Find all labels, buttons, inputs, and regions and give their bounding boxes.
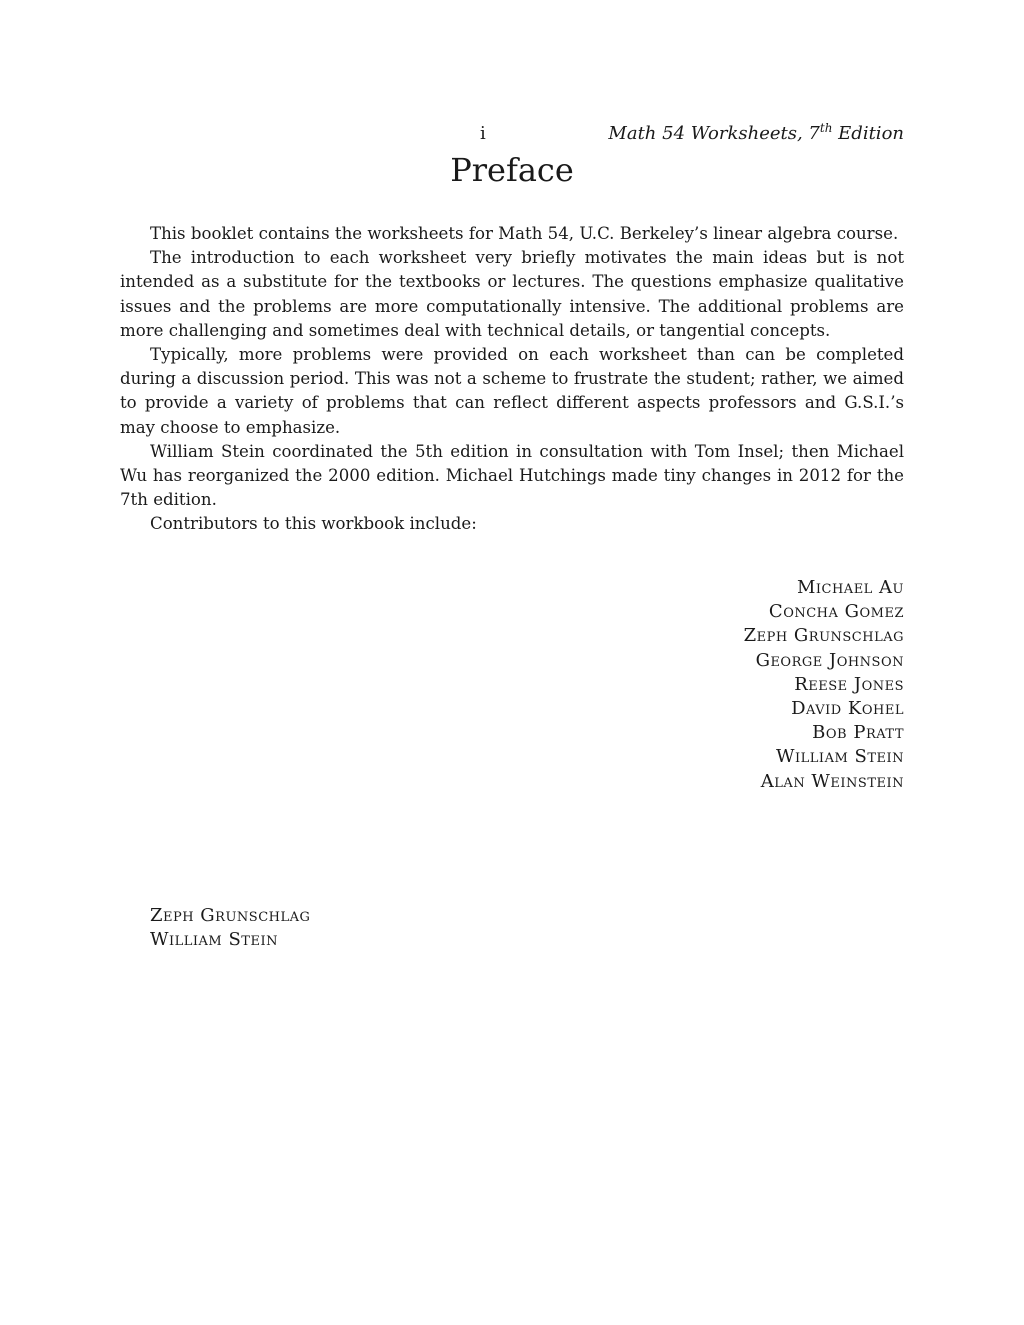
paragraph: Typically, more problems were provided on each worksheet than can be completed during a discussion period. This was not a scheme to frustrate the student; rather, we aimed to provide a variety of problems that can reflect different aspects professors and G.S.I.’s may choose to emphasize. xyxy=(120,345,904,437)
signatures-list xyxy=(150,904,310,952)
page-number: i xyxy=(480,123,486,144)
running-header-superscript: th xyxy=(819,121,833,135)
contributor-name: Alan Weinstein xyxy=(760,770,904,792)
running-header-suffix: Edition xyxy=(832,123,904,144)
signature-name: William Stein xyxy=(150,929,278,951)
contributor-name: George Johnson xyxy=(755,649,904,671)
contributor-name: Reese Jones xyxy=(794,673,904,695)
paragraph: Contributors to this workbook include: xyxy=(150,514,477,534)
running-header xyxy=(608,123,904,145)
contributor-name: William Stein xyxy=(776,746,904,768)
paragraph: The introduction to each worksheet very briefly motivates the main ideas but is not intended as a substitute for the textbooks or lectures. The questions emphasize qualitative issues and the problems are more computationally intensive. The additional problems are more challenging and sometimes deal with technical details, or tangential concepts. xyxy=(120,248,904,340)
paragraph: William Stein coordinated the 5th edition in consultation with Tom Insel; then Michael Wu has reorganized the 2000 edition. Michael Hutchings made tiny changes in 2012 for the 7th edition. xyxy=(120,441,904,510)
contributor-name: David Kohel xyxy=(791,698,904,720)
contributor-name: Zeph Grunschlag xyxy=(743,625,904,647)
paragraph: This booklet contains the worksheets for Math 54, U.C. Berkeley’s linear algebra course. xyxy=(150,224,899,243)
preface-body xyxy=(120,222,904,537)
running-header-title: Math 54 Worksheets, 7 xyxy=(608,123,820,144)
contributor-name: Bob Pratt xyxy=(812,722,904,744)
contributor-name: Michael Au xyxy=(796,577,904,598)
contributor-name: Concha Gomez xyxy=(768,601,904,623)
page-title: Preface xyxy=(450,151,574,189)
contributors-list xyxy=(504,576,904,794)
signature-name: Zeph Grunschlag xyxy=(150,905,311,926)
